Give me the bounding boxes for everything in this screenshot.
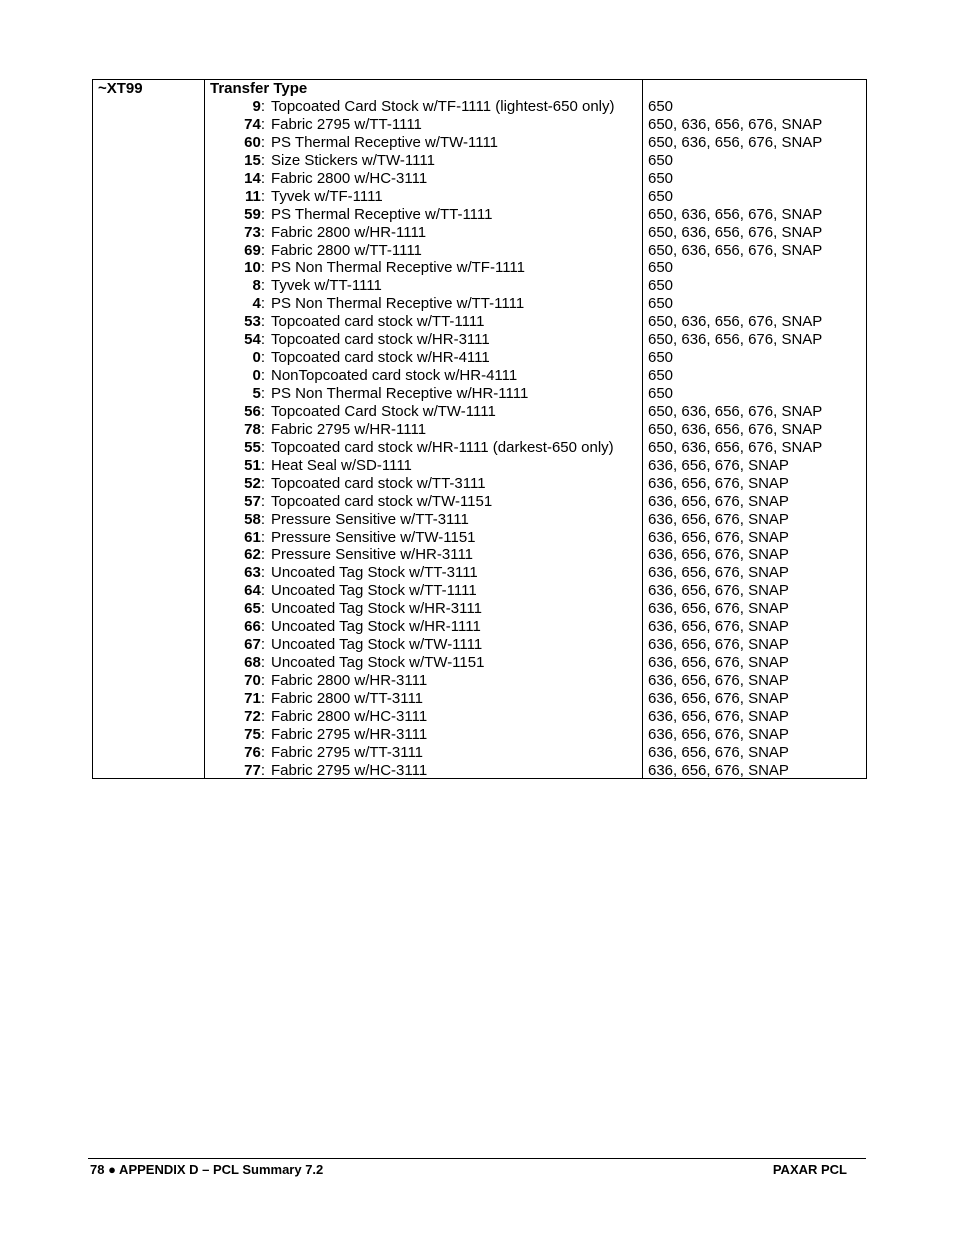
option-code-number: 51: [244, 456, 261, 474]
option-code: 57:: [244, 492, 265, 510]
option-models: 636, 656, 676, SNAP: [648, 725, 789, 743]
option-row: [210, 206, 642, 224]
option-row: [210, 744, 642, 762]
option-code-number: 67: [244, 636, 261, 654]
option-list: [210, 98, 642, 780]
option-label: Topcoated card stock w/HR-4111: [271, 349, 490, 367]
option-label: Fabric 2795 w/TT-1111: [271, 115, 422, 133]
option-models: 636, 656, 676, SNAP: [648, 654, 789, 672]
parameter-title: Transfer Type: [210, 80, 308, 97]
option-row: [210, 313, 642, 331]
option-code-number: 11: [244, 187, 261, 205]
option-code: 53:: [244, 313, 265, 331]
option-code: 0:: [252, 349, 265, 367]
option-code: 10:: [244, 259, 265, 277]
option-code: 75:: [244, 725, 265, 743]
option-code-number: 65: [244, 600, 261, 618]
option-label: Fabric 2795 w/HR-3111: [271, 725, 428, 743]
option-models: 650: [648, 385, 674, 402]
option-code-number: 77: [244, 761, 261, 779]
option-row: [210, 349, 642, 367]
option-row: [210, 708, 642, 726]
option-code: 11:: [244, 187, 265, 205]
option-label: Tyvek w/TT-1111: [271, 277, 382, 295]
option-label: Topcoated Card Stock w/TF-1111 (lightest-650 only): [271, 98, 615, 115]
option-row: [210, 403, 642, 421]
option-code: 69:: [244, 241, 265, 259]
footer-product-name: PAXAR PCL: [772, 1162, 847, 1177]
transfer-type-table: [92, 79, 867, 779]
option-models: 650, 636, 656, 676, SNAP: [648, 420, 823, 438]
option-models: 636, 656, 676, SNAP: [648, 474, 789, 492]
option-row: [210, 457, 642, 475]
option-row: [210, 421, 642, 439]
option-row: [210, 259, 642, 277]
option-code: 65:: [244, 600, 265, 618]
option-code-number: 14: [244, 169, 261, 187]
option-models: 636, 656, 676, SNAP: [648, 672, 789, 689]
option-code-number: 58: [244, 510, 261, 528]
option-code-number: 75: [244, 725, 261, 743]
option-row: [210, 672, 642, 690]
option-row: [210, 762, 642, 780]
description-column: [205, 80, 643, 778]
option-code: 70:: [244, 672, 265, 689]
option-code: 52:: [244, 474, 265, 492]
option-code: 55:: [244, 438, 265, 456]
option-label: Uncoated Tag Stock w/HR-3111: [271, 600, 482, 618]
option-code: 72:: [244, 707, 265, 725]
option-models: 636, 656, 676, SNAP: [648, 510, 789, 528]
option-code: 71:: [244, 689, 265, 707]
option-code: 68:: [244, 654, 265, 672]
option-row: [210, 600, 642, 618]
option-code: 4:: [252, 295, 265, 313]
option-code-number: 15: [244, 151, 261, 169]
option-label: Fabric 2800 w/HC-3111: [271, 169, 428, 187]
option-models: 650, 636, 656, 676, SNAP: [648, 205, 823, 223]
option-row: [210, 385, 642, 403]
option-code-number: 68: [244, 654, 261, 672]
option-label: Fabric 2800 w/HR-3111: [271, 672, 428, 689]
option-code-number: 52: [244, 474, 261, 492]
option-row: [210, 511, 642, 529]
option-code: 67:: [244, 636, 265, 654]
command-column: [93, 80, 205, 778]
option-models: 636, 656, 676, SNAP: [648, 761, 789, 779]
option-label: Fabric 2795 w/HR-1111: [271, 420, 427, 438]
option-code-number: 5: [252, 385, 261, 402]
option-label: Pressure Sensitive w/TT-3111: [271, 510, 469, 528]
option-models: 636, 656, 676, SNAP: [648, 492, 789, 510]
option-row: [210, 564, 642, 582]
option-code: 74:: [244, 115, 265, 133]
option-models: 636, 656, 676, SNAP: [648, 456, 789, 474]
option-row: [210, 546, 642, 564]
option-code-number: 60: [244, 133, 261, 151]
option-models: 636, 656, 676, SNAP: [648, 689, 789, 707]
command-name: ~XT99: [98, 80, 143, 97]
option-row: [210, 690, 642, 708]
footer-page-info: 78 ● APPENDIX D – PCL Summary 7.2: [90, 1162, 324, 1177]
option-models: 650, 636, 656, 676, SNAP: [648, 133, 823, 151]
option-code-number: 4: [252, 295, 261, 313]
option-row: [210, 529, 642, 547]
option-row: [210, 636, 642, 654]
option-code: 78:: [244, 420, 265, 438]
option-code: 58:: [244, 510, 265, 528]
model-list: [648, 98, 866, 780]
option-code-number: 74: [244, 115, 261, 133]
footer-divider: [88, 1158, 866, 1159]
option-code: 64:: [244, 582, 265, 600]
option-models: 650, 636, 656, 676, SNAP: [648, 331, 823, 349]
option-code-number: 63: [244, 564, 261, 582]
option-row: [210, 170, 642, 188]
option-models: 650: [648, 295, 674, 313]
option-row: [210, 331, 642, 349]
option-models: 636, 656, 676, SNAP: [648, 707, 789, 725]
option-label: NonTopcoated card stock w/HR-4111: [271, 367, 518, 385]
option-models: 650: [648, 169, 674, 187]
option-models: 650, 636, 656, 676, SNAP: [648, 402, 823, 420]
option-row: [210, 224, 642, 242]
option-code: 0:: [252, 367, 265, 385]
option-label: Fabric 2800 w/HR-1111: [271, 223, 427, 241]
option-label: Topcoated Card Stock w/TW-1111: [271, 402, 496, 420]
option-code-number: 55: [244, 438, 261, 456]
option-models: 636, 656, 676, SNAP: [648, 618, 789, 636]
option-code: 14:: [244, 169, 265, 187]
option-row: [210, 152, 642, 170]
option-code: 51:: [244, 456, 265, 474]
option-code-number: 56: [244, 402, 261, 420]
option-row: [210, 295, 642, 313]
option-code: 54:: [244, 331, 265, 349]
option-label: Tyvek w/TF-1111: [271, 187, 383, 205]
option-row: [210, 475, 642, 493]
option-label: Uncoated Tag Stock w/TT-3111: [271, 564, 478, 582]
option-code: 76:: [244, 743, 265, 761]
option-row: [210, 116, 642, 134]
option-label: PS Thermal Receptive w/TT-1111: [271, 205, 493, 223]
option-models: 650: [648, 98, 674, 115]
option-models: 650: [648, 349, 674, 367]
option-label: Topcoated card stock w/TW-1151: [271, 492, 493, 510]
option-code: 60:: [244, 133, 265, 151]
option-models: 636, 656, 676, SNAP: [648, 564, 789, 582]
option-models: 636, 656, 676, SNAP: [648, 546, 789, 564]
option-label: Pressure Sensitive w/TW-1151: [271, 528, 476, 546]
option-label: Topcoated card stock w/TT-1111: [271, 313, 485, 331]
option-code: 56:: [244, 402, 265, 420]
option-code: 9:: [252, 98, 265, 115]
option-code-number: 61: [244, 528, 261, 546]
models-header-spacer: [648, 80, 866, 98]
option-row: [210, 98, 642, 116]
option-label: PS Non Thermal Receptive w/TF-1111: [271, 259, 525, 277]
option-models: 650: [648, 259, 674, 277]
option-row: [210, 582, 642, 600]
option-models: 650: [648, 151, 674, 169]
option-label: Size Stickers w/TW-1111: [271, 151, 435, 169]
option-models: 650, 636, 656, 676, SNAP: [648, 313, 823, 331]
option-models: 636, 656, 676, SNAP: [648, 636, 789, 654]
option-label: Fabric 2800 w/TT-1111: [271, 241, 422, 259]
option-label: Fabric 2795 w/TT-3111: [271, 743, 424, 761]
option-label: Topcoated card stock w/TT-3111: [271, 474, 486, 492]
option-label: Topcoated card stock w/HR-3111: [271, 331, 490, 349]
option-code: 15:: [244, 151, 265, 169]
option-label: Pressure Sensitive w/HR-3111: [271, 546, 474, 564]
option-row: [210, 277, 642, 295]
option-code: 5:: [252, 385, 265, 402]
option-code: 8:: [252, 277, 265, 295]
option-row: [210, 439, 642, 457]
option-code-number: 76: [244, 743, 261, 761]
option-code-number: 54: [244, 331, 261, 349]
option-label: Uncoated Tag Stock w/HR-1111: [271, 618, 481, 636]
option-label: Heat Seal w/SD-1111: [271, 456, 412, 474]
option-code-number: 78: [244, 420, 261, 438]
option-code-number: 64: [244, 582, 261, 600]
option-models: 636, 656, 676, SNAP: [648, 582, 789, 600]
option-code-number: 71: [244, 689, 261, 707]
option-label: Uncoated Tag Stock w/TW-1151: [271, 654, 485, 672]
option-row: [210, 134, 642, 152]
option-label: PS Non Thermal Receptive w/TT-1111: [271, 295, 525, 313]
option-code: 61:: [244, 528, 265, 546]
option-models: 636, 656, 676, SNAP: [648, 528, 789, 546]
option-row: [210, 654, 642, 672]
option-code-number: 62: [244, 546, 261, 564]
option-models: 650: [648, 277, 674, 295]
option-row: [210, 242, 642, 260]
option-code: 63:: [244, 564, 265, 582]
option-row: [210, 618, 642, 636]
models-column: [643, 80, 866, 778]
option-code-number: 66: [244, 618, 261, 636]
option-code: 62:: [244, 546, 265, 564]
option-code-number: 9: [252, 98, 261, 115]
option-label: PS Thermal Receptive w/TW-1111: [271, 133, 499, 151]
option-row: [210, 367, 642, 385]
option-models: 636, 656, 676, SNAP: [648, 743, 789, 761]
option-label: Uncoated Tag Stock w/TW-1111: [271, 636, 483, 654]
option-models: 636, 656, 676, SNAP: [648, 600, 789, 618]
option-code-number: 53: [244, 313, 261, 331]
option-code-number: 59: [244, 205, 261, 223]
option-code-number: 69: [244, 241, 261, 259]
option-code-number: 8: [252, 277, 261, 295]
option-code: 66:: [244, 618, 265, 636]
option-code-number: 10: [244, 259, 261, 277]
option-label: Topcoated card stock w/HR-1111 (darkest-650 only): [271, 438, 614, 456]
option-code-number: 70: [244, 672, 261, 689]
option-code-number: 57: [244, 492, 261, 510]
option-models: 650, 636, 656, 676, SNAP: [648, 241, 823, 259]
option-label: Fabric 2800 w/HC-3111: [271, 707, 428, 725]
option-models: 650, 636, 656, 676, SNAP: [648, 438, 823, 456]
option-code-number: 0: [252, 367, 261, 385]
option-code-number: 73: [244, 223, 261, 241]
option-label: Fabric 2795 w/HC-3111: [271, 761, 428, 779]
option-models: 650: [648, 187, 674, 205]
option-models: 650, 636, 656, 676, SNAP: [648, 115, 823, 133]
option-label: PS Non Thermal Receptive w/HR-1111: [271, 385, 529, 402]
option-models: 650, 636, 656, 676, SNAP: [648, 223, 823, 241]
option-label: Fabric 2800 w/TT-3111: [271, 689, 424, 707]
option-code-number: 72: [244, 707, 261, 725]
option-code: 73:: [244, 223, 265, 241]
option-label: Uncoated Tag Stock w/TT-1111: [271, 582, 477, 600]
option-code-number: 0: [252, 349, 261, 367]
option-row: [210, 493, 642, 511]
option-models: 650: [648, 367, 674, 385]
option-code: 77:: [244, 761, 265, 779]
option-row: [210, 726, 642, 744]
option-code: 59:: [244, 205, 265, 223]
option-row: [210, 188, 642, 206]
